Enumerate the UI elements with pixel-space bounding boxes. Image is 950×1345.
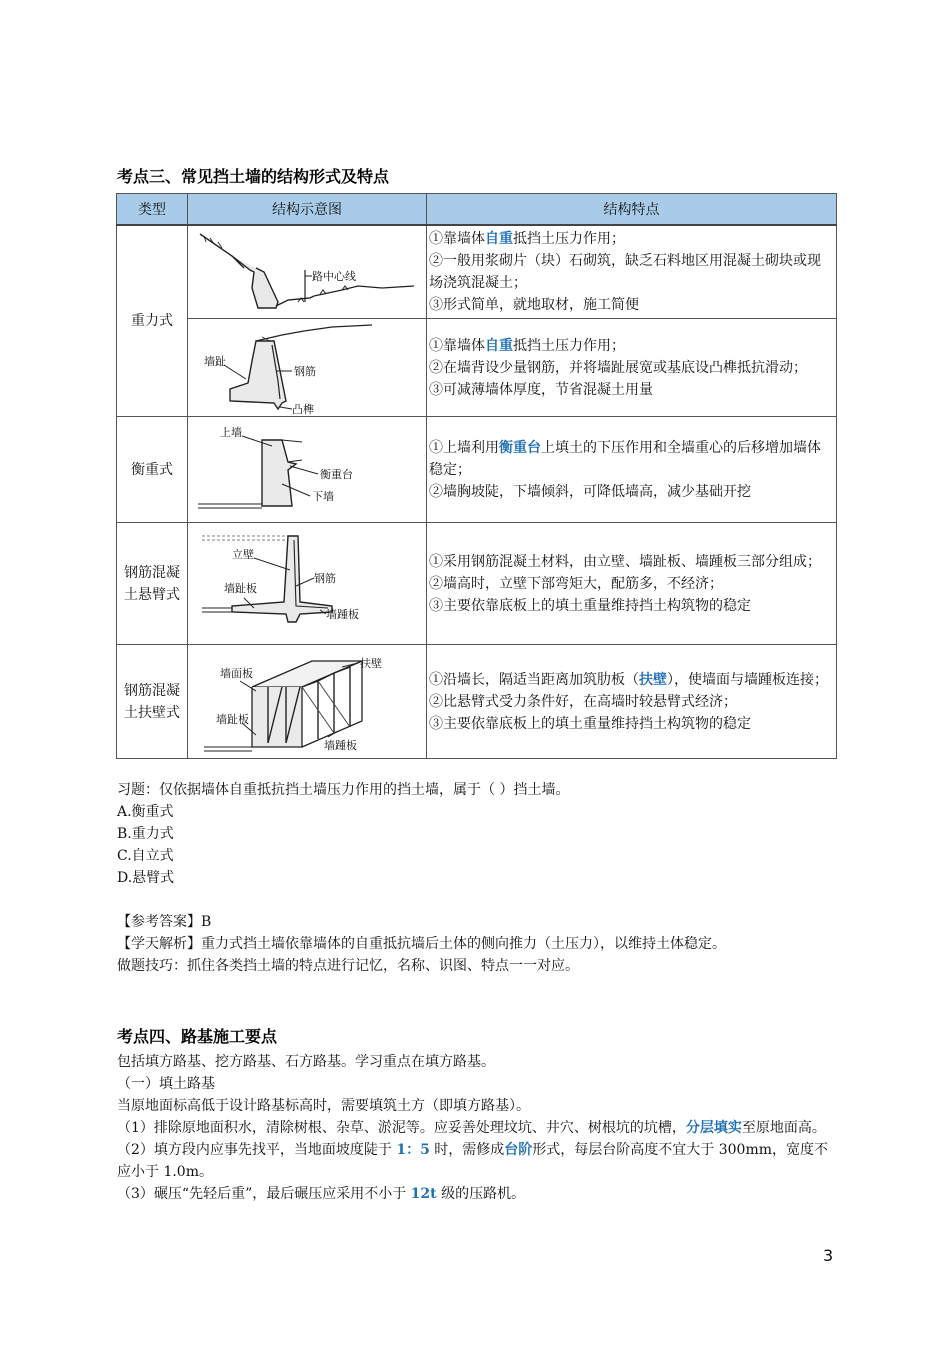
fig-buttress: 扶壁 bbox=[360, 656, 382, 670]
keyword-highlight: 分层填实 bbox=[685, 1120, 742, 1136]
header-features: 结构特点 bbox=[427, 194, 837, 226]
type-counterweight: 衡重式 bbox=[117, 417, 188, 523]
keyword-highlight: 自重 bbox=[485, 231, 513, 247]
table-row bbox=[117, 225, 837, 319]
gravity-rebar-diagram bbox=[192, 321, 422, 415]
fig-toe-slab: 墙趾板 bbox=[224, 581, 257, 595]
keyword-highlight: 台阶 bbox=[504, 1142, 533, 1158]
table-header-row bbox=[117, 194, 837, 226]
fig-tenon: 凸榫 bbox=[292, 402, 314, 415]
fig-platform: 衡重台 bbox=[320, 467, 353, 481]
feat-line: ③主要依靠底板上的填土重量维持挡土构筑物的稳定 bbox=[429, 597, 751, 614]
cantilever-wall-diagram bbox=[192, 526, 422, 642]
page-number: 3 bbox=[823, 1246, 834, 1265]
fig-stem: 立壁 bbox=[232, 547, 254, 561]
fig-heel-slab: 墙踵板 bbox=[324, 738, 357, 752]
para-text: 时，需修成 bbox=[429, 1142, 505, 1158]
feat-text: ①靠墙体 bbox=[429, 337, 485, 354]
fig-rebar: 钢筋 bbox=[314, 571, 336, 585]
keyword-highlight: 衡重台 bbox=[499, 439, 541, 456]
keyword-highlight: 12t bbox=[410, 1186, 437, 1202]
answer-analysis: 【学天解析】重力式挡土墙依靠墙体的自重抵抗墙后土体的侧向推力（土压力），以维持土体稳定。 bbox=[117, 936, 726, 952]
type-buttress: 钢筋混凝土扶壁式 bbox=[117, 645, 188, 759]
feat-line: ③可减薄墙体厚度，节省混凝土用量 bbox=[429, 381, 653, 398]
para-text: （1）排除原地面积水，清除树根、杂草、淤泥等。应妥善处理坟坑、井穴、树根坑的坑槽， bbox=[117, 1120, 686, 1136]
table-row bbox=[117, 417, 837, 523]
para-text: 级的压路机。 bbox=[436, 1186, 526, 1202]
feat-line: ②墙高时，立壁下部弯矩大，配筋多，不经济； bbox=[429, 575, 723, 592]
feat-line: ③形式简单，就地取材，施工简便 bbox=[429, 297, 639, 313]
option-b: B.重力式 bbox=[117, 826, 174, 842]
diagram-cantilever bbox=[188, 523, 427, 645]
table-row bbox=[117, 319, 837, 417]
fig-toe: 墙趾 bbox=[204, 354, 226, 368]
exam-tip: 做题技巧：抓住各类挡土墙的特点进行记忆，名称、识图、特点一一对应。 bbox=[117, 958, 579, 974]
exercise-block bbox=[117, 779, 837, 977]
para-text: 至原地面高。 bbox=[741, 1120, 826, 1136]
section3-title: 考点三、常见挡土墙的结构形式及特点 bbox=[117, 167, 390, 186]
exercise-question: 习题：仅依据墙体自重抵抗挡土墙压力作用的挡土墙，属于（ ）挡土墙。 bbox=[117, 782, 570, 798]
diagram-gravity-2 bbox=[188, 319, 427, 417]
fig-heel-slab: 墙踵板 bbox=[326, 607, 359, 621]
option-a: A.衡重式 bbox=[117, 804, 174, 820]
fig-face-panel: 墙面板 bbox=[220, 666, 253, 680]
feat-line: ②在墙背设少量钢筋，并将墙趾展宽或基底设凸榫抵抗滑动； bbox=[429, 359, 807, 376]
gravity-wall-diagram bbox=[192, 228, 422, 316]
features-buttress bbox=[427, 645, 837, 759]
paragraph bbox=[117, 1139, 837, 1183]
feat-text: ①上墙利用 bbox=[429, 439, 499, 456]
keyword-highlight: 自重 bbox=[485, 337, 513, 354]
table-row bbox=[117, 523, 837, 645]
feat-line: ②比悬臂式受力条件好，在高墙时较悬臂式经济； bbox=[429, 693, 737, 710]
feat-text: 抵挡土压力作用； bbox=[513, 231, 625, 247]
features-gravity-1 bbox=[427, 225, 837, 319]
keyword-highlight: 扶壁 bbox=[639, 671, 667, 688]
paragraph bbox=[117, 1183, 837, 1205]
fig-rebar: 钢筋 bbox=[294, 364, 316, 378]
diagram-buttress bbox=[188, 645, 427, 759]
diagram-counterweight bbox=[188, 417, 427, 523]
features-counterweight bbox=[427, 417, 837, 523]
feat-text: ①沿墙长，隔适当距离加筑肋板（ bbox=[429, 671, 639, 688]
fig-road-centerline: 路中心线 bbox=[312, 270, 356, 283]
section4-title: 考点四、路基施工要点 bbox=[117, 1027, 278, 1046]
feat-line: ③主要依靠底板上的填土重量维持挡土构筑物的稳定 bbox=[429, 715, 751, 732]
para-text: （3）碾压“先轻后重”，最后碾压应采用不小于 bbox=[117, 1186, 411, 1202]
feat-text: ），使墙面与墙踵板连接； bbox=[667, 671, 828, 688]
diagram-gravity-1 bbox=[188, 225, 427, 319]
option-c: C.自立式 bbox=[117, 848, 174, 864]
keyword-highlight: 1：5 bbox=[396, 1142, 430, 1158]
reference-answer: 【参考答案】B bbox=[117, 914, 212, 930]
retaining-wall-table bbox=[116, 193, 837, 759]
header-type: 类型 bbox=[117, 194, 188, 226]
feat-line: ②一般用浆砌片（块）石砌筑，缺乏石料地区用混凝土砌块或现场浇筑混凝土； bbox=[429, 253, 821, 291]
paragraph bbox=[117, 1117, 837, 1139]
para-text: （2）填方段内应事先找平，当地面坡度陡于 bbox=[117, 1142, 397, 1158]
para-text: 形式，每层台阶高度不宜大于 300mm，宽度不应小于 1.0m。 bbox=[117, 1142, 829, 1180]
features-gravity-2 bbox=[427, 319, 837, 417]
feat-line: ②墙胸坡陡，下墙倾斜，可降低墙高，减少基础开挖 bbox=[429, 483, 751, 500]
type-cantilever: 钢筋混凝土悬臂式 bbox=[117, 523, 188, 645]
counterweight-wall-diagram bbox=[192, 420, 422, 520]
feat-line: ①采用钢筋混凝土材料，由立壁、墙趾板、墙踵板三部分组成； bbox=[429, 553, 821, 570]
buttress-wall-diagram bbox=[192, 647, 422, 757]
section4-body bbox=[117, 1051, 837, 1205]
option-d: D.悬臂式 bbox=[117, 870, 175, 886]
features-cantilever bbox=[427, 523, 837, 645]
fig-toe-slab: 墙趾板 bbox=[216, 712, 249, 726]
feat-text: 抵挡土压力作用； bbox=[513, 337, 625, 354]
paragraph: 当原地面标高低于设计路基标高时，需要填筑土方（即填方路基）。 bbox=[117, 1098, 530, 1114]
feat-text: 上填土的下压作用和全墙重心的后移增加墙体稳定； bbox=[429, 439, 821, 478]
feat-text: ①靠墙体 bbox=[429, 231, 485, 247]
table-row bbox=[117, 645, 837, 759]
fig-upper-wall: 上墙 bbox=[220, 425, 242, 439]
section4-intro: 包括填方路基、挖方路基、石方路基。学习重点在填方路基。 bbox=[117, 1054, 495, 1070]
type-gravity: 重力式 bbox=[117, 225, 188, 417]
fig-lower-wall: 下墙 bbox=[312, 489, 334, 503]
subsection-fill-subgrade: （一）填土路基 bbox=[117, 1076, 215, 1092]
header-diagram: 结构示意图 bbox=[188, 194, 427, 226]
